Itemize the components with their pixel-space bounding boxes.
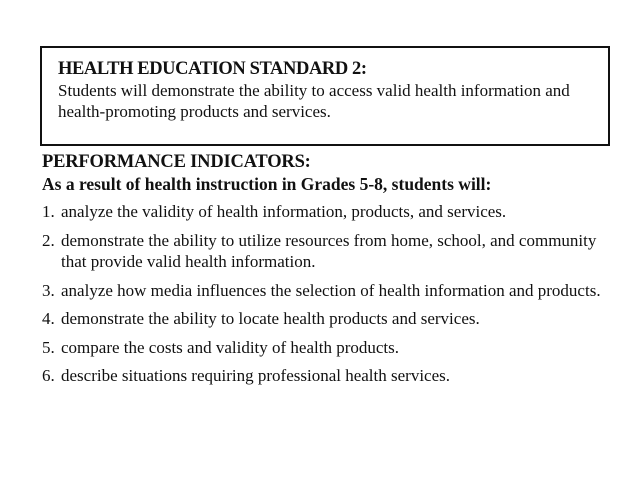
list-item xyxy=(42,201,617,223)
item-text: describe situations requiring professional health services. xyxy=(61,366,450,385)
item-text: compare the costs and validity of health products. xyxy=(61,337,400,357)
standard-text: Students will demonstrate the ability to access valid health information and health-promoting products and services. xyxy=(58,81,570,121)
item-number: 4. xyxy=(42,309,55,328)
list-item xyxy=(42,280,617,302)
list-item xyxy=(42,308,617,330)
indicators-subheading: As a result of health instruction in Grades 5-8, students will: xyxy=(42,174,492,194)
indicators-heading: PERFORMANCE INDICATORS: xyxy=(42,152,311,172)
item-number: 5. xyxy=(42,337,55,357)
performance-indicators xyxy=(42,151,617,394)
item-number: 3. xyxy=(42,280,55,300)
standard-box xyxy=(40,46,610,146)
list-item xyxy=(42,337,617,359)
item-text: demonstrate the ability to utilize resources from home, school, and community that provide valid health information. xyxy=(61,230,597,271)
standard-title: HEALTH EDUCATION STANDARD 2: xyxy=(58,59,367,79)
item-number: 2. xyxy=(42,230,55,250)
item-text: demonstrate the ability to locate health products and services. xyxy=(61,309,480,328)
list-item xyxy=(42,230,617,273)
item-number: 1. xyxy=(42,202,55,221)
item-text: analyze the validity of health information, products, and services. xyxy=(61,202,507,221)
indicator-list xyxy=(42,201,617,387)
item-number: 6. xyxy=(42,366,55,385)
list-item xyxy=(42,365,617,387)
item-text: analyze how media influences the selection of health information and products. xyxy=(61,280,601,300)
